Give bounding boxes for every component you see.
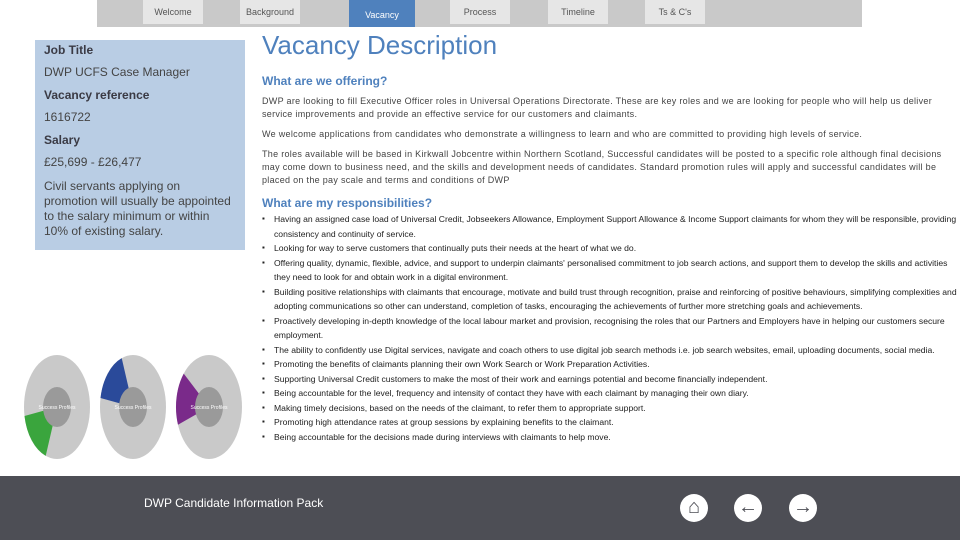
responsibility-item: ▪ The ability to confidently use Digital services, navigate and coach others to use digital job search methods i.e. job search websites, email, uploading documents, social media. — [262, 343, 957, 358]
tab-process[interactable]: Process — [450, 0, 510, 24]
responsibility-item: ▪ Being accountable for the level, frequency and intensity of contact they have with each claimant by managing their own diary. — [262, 386, 957, 401]
job-title-value: DWP UCFS Case Manager — [44, 65, 190, 79]
footer — [0, 476, 960, 540]
paragraph: DWP are looking to fill Executive Officer roles in Universal Operations Directorate. These are key roles and we are looking for people who will help us deliver service improvements and provide an effective service for our customers and claimants. — [262, 96, 932, 119]
tab-ts-cs[interactable]: Ts & C's — [645, 0, 705, 24]
vacancy-ref-label: Vacancy reference — [44, 88, 150, 102]
responsibility-item: ▪ Promoting high attendance rates at group sessions by explaining benefits to the claimant. — [262, 415, 957, 430]
top-nav — [97, 0, 862, 27]
salary-value: £25,699 - £26,477 — [44, 155, 142, 169]
responsibility-item: ▪ Making timely decisions, based on the needs of the claimant, to refer them to appropriate support. — [262, 401, 957, 416]
salary-label: Salary — [44, 133, 81, 147]
responsibility-item: ▪ Promoting the benefits of claimants planning their own Work Search or Work Preparation Activities. — [262, 357, 957, 372]
wheel-center-label: Success Profiles — [38, 405, 76, 411]
responsibility-item: ▪ Having an assigned case load of Universal Credit, Jobseekers Allowance, Employment Support Allowance & Income Support claimants for whom they will be responsible, providing consistency and continuity of service. — [262, 212, 957, 241]
wheel-center-label: Success Profiles — [190, 405, 228, 411]
vacancy-description — [262, 30, 957, 444]
responsibility-item: ▪ Looking for way to serve customers that continually puts their needs at the heart of what we do. — [262, 241, 957, 256]
home-button[interactable] — [680, 494, 708, 522]
vacancy-ref-value: 1616722 — [44, 110, 91, 124]
page-title: Vacancy Description — [262, 30, 498, 60]
success-profile-wheel — [100, 355, 166, 459]
success-profile-wheel — [24, 355, 90, 459]
paragraph: We welcome applications from candidates who demonstrate a willingness to learn and who are committed to providing high levels of service. — [262, 129, 863, 139]
success-profiles-wheels — [22, 352, 252, 462]
job-title-label: Job Title — [44, 43, 94, 57]
success-profile-wheel — [176, 355, 242, 459]
back-button[interactable] — [734, 494, 762, 522]
responsibility-item: ▪ Offering quality, dynamic, flexible, advice, and support to underpin claimants' personalised commitment to job search actions, and support them to develop the skills and activities they need to look for and obtain work in a digital environment. — [262, 256, 957, 285]
tab-vacancy[interactable]: Vacancy — [349, 0, 415, 27]
job-summary-panel — [35, 40, 245, 250]
tab-welcome[interactable]: Welcome — [143, 0, 203, 24]
tab-timeline[interactable]: Timeline — [548, 0, 608, 24]
responsibilities-heading: What are my responsibilities? — [262, 196, 433, 210]
tab-background[interactable]: Background — [240, 0, 300, 24]
paragraph: The roles available will be based in Kirkwall Jobcentre within Northern Scotland, Successful candidates will be posted to a specific role although final decisions may come down to business need, and the skills and development needs of candidates. Standard promotion rules will apply and successful candidates will be placed on the pay scale and terms and conditions of DWP — [262, 149, 942, 185]
next-button[interactable] — [789, 494, 817, 522]
arrow-left-icon: ← — [738, 496, 758, 518]
responsibility-item: ▪ Being accountable for the decisions made during interviews with claimants to help move. — [262, 430, 957, 445]
offering-heading: What are we offering? — [262, 74, 388, 88]
arrow-right-icon: → — [793, 496, 813, 518]
responsibility-item: ▪ Supporting Universal Credit customers to make the most of their work and earnings potential and become financially independent. — [262, 372, 957, 387]
responsibility-item: ▪ Building positive relationships with claimants that encourage, motivate and build trust through recognition, praise and reinforcing of positive behaviours, simplifying complexities and adopting communications so other can understand, completion of tasks, encouraging the achievements of further more stretching goals and achievements. — [262, 285, 957, 314]
responsibility-item: ▪ Proactively developing in-depth knowledge of the local labour market and provision, recognising the roles that our Partners and Employers have in helping our customers secure employment. — [262, 314, 957, 343]
responsibilities-list — [262, 212, 957, 444]
salary-note: Civil servants applying on promotion will usually be appointed to the salary minimum or within 10% of existing salary. — [44, 179, 231, 238]
wheel-center-label: Success Profiles — [114, 405, 152, 411]
footer-title: DWP Candidate Information Pack — [144, 496, 324, 510]
home-icon: ⌂ — [687, 496, 701, 518]
